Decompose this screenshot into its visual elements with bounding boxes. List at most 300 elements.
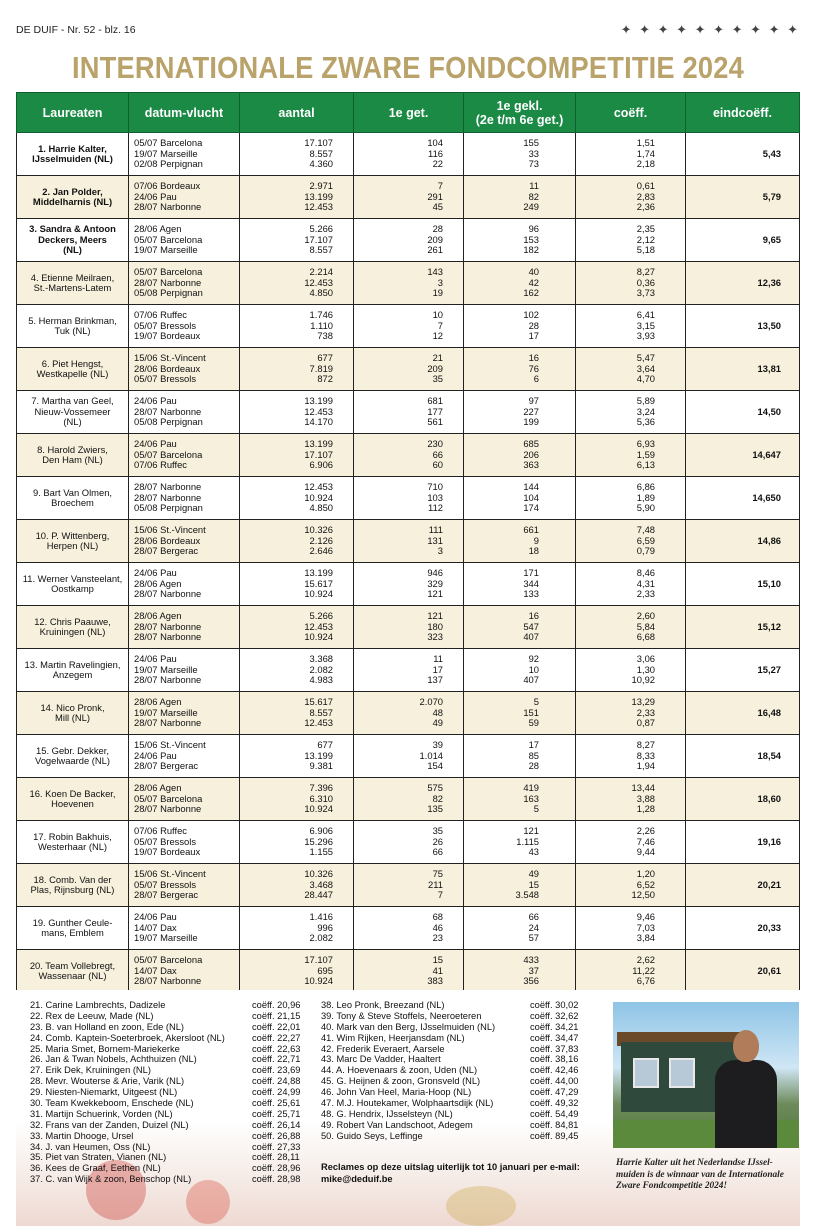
table-row xyxy=(17,176,800,219)
first-get-value: 35 xyxy=(432,825,443,837)
aantal-value: 12.453 xyxy=(304,276,333,288)
flight-date xyxy=(129,434,240,477)
flight-date-value: 28/07 Narbonne xyxy=(134,803,202,815)
coeff-value: 6,93 xyxy=(636,438,655,450)
first-get xyxy=(354,606,464,649)
first-get-value: 209 xyxy=(427,233,443,245)
col-header-eind: eindcoëff. xyxy=(686,93,800,133)
aantal-value: 12.453 xyxy=(304,201,333,213)
first-gekl-value: 73 xyxy=(528,158,539,170)
first-get-value: 39 xyxy=(432,739,443,751)
aantal-value: 9.381 xyxy=(309,760,333,772)
first-gekl-value: 82 xyxy=(528,190,539,202)
flight-date xyxy=(129,778,240,821)
flight-date-value: 28/07 Narbonne xyxy=(134,975,202,987)
coeff-value: 5,89 xyxy=(636,395,655,407)
list-item xyxy=(30,1163,310,1174)
coeff-value: 2,12 xyxy=(636,233,655,245)
first-gekl-value: 17 xyxy=(528,739,539,751)
eindcoeff: 16,48 xyxy=(686,692,800,735)
coeff xyxy=(576,649,686,692)
aantal-value: 13.199 xyxy=(304,567,333,579)
table-row xyxy=(17,262,800,305)
aantal xyxy=(240,778,354,821)
aantal-value: 10.326 xyxy=(304,868,333,880)
aantal-value: 15.617 xyxy=(304,696,333,708)
aantal xyxy=(240,606,354,649)
eindcoeff: 9,65 xyxy=(686,219,800,262)
first-gekl-value: 162 xyxy=(523,287,539,299)
first-get-value: 10 xyxy=(432,309,443,321)
list-item-name: 47. M.J. Houtekamer, Wolphaartsdijk (NL) xyxy=(321,1098,494,1109)
flight-date-value: 28/06 Agen xyxy=(134,610,182,622)
coeff-value: 9,44 xyxy=(636,846,655,858)
laureate-name xyxy=(17,176,129,219)
laureate-name-text: 6. Piet Hengst, Westkapelle (NL) xyxy=(36,357,109,379)
col-header-laureaten: Laureaten xyxy=(17,93,129,133)
first-gekl-value: 42 xyxy=(528,276,539,288)
table-row xyxy=(17,692,800,735)
first-gekl-value: 104 xyxy=(523,491,539,503)
list-item xyxy=(321,1033,601,1044)
aantal-value: 4.983 xyxy=(309,674,333,686)
coeff xyxy=(576,305,686,348)
laureate-name xyxy=(17,950,129,993)
table-row xyxy=(17,735,800,778)
first-gekl xyxy=(464,821,576,864)
first-gekl-value: 16 xyxy=(528,610,539,622)
first-gekl-value: 40 xyxy=(528,266,539,278)
flight-date xyxy=(129,821,240,864)
page-title: INTERNATIONALE ZWARE FONDCOMPETITIE 2024 xyxy=(72,50,744,85)
coeff-value: 8,27 xyxy=(636,266,655,278)
flight-date-value: 05/07 Barcelona xyxy=(134,448,203,460)
first-get-value: 329 xyxy=(427,577,443,589)
flight-date-value: 28/07 Narbonne xyxy=(134,717,202,729)
list-item-coeff: coëff. 38,16 xyxy=(530,1054,579,1065)
first-get-value: 121 xyxy=(427,610,443,622)
list-item-name: 35. Piet van Straten, Vianen (NL) xyxy=(30,1152,167,1163)
first-get-value: 112 xyxy=(428,502,443,514)
eindcoeff: 19,16 xyxy=(686,821,800,864)
aantal-value: 8.557 xyxy=(309,244,333,256)
first-get-value: 82 xyxy=(432,792,443,804)
first-gekl-value: 37 xyxy=(528,964,539,976)
aantal-value: 5.266 xyxy=(309,223,333,235)
aantal-value: 17.107 xyxy=(304,954,333,966)
aantal-value: 6.310 xyxy=(309,792,333,804)
aantal-value: 12.453 xyxy=(304,717,333,729)
first-gekl-value: 49 xyxy=(528,868,539,880)
coeff xyxy=(576,348,686,391)
first-gekl xyxy=(464,219,576,262)
list-item xyxy=(321,1109,601,1120)
flight-date-value: 19/07 Marseille xyxy=(134,663,198,675)
first-get xyxy=(354,477,464,520)
flight-date-value: 24/06 Pau xyxy=(134,190,177,202)
list-item-name: 48. G. Hendrix, IJsselsteyn (NL) xyxy=(321,1108,453,1119)
coeff-value: 8,33 xyxy=(636,749,655,761)
coeff xyxy=(576,735,686,778)
list-item-name: 49. Robert Van Landschoot, Adegem xyxy=(321,1119,473,1130)
laureate-name-text: 13. Martin Ravelingien, Anzegem xyxy=(24,658,121,680)
first-gekl-value: 10 xyxy=(528,663,539,675)
first-get xyxy=(354,434,464,477)
flight-date xyxy=(129,950,240,993)
first-get-value: 68 xyxy=(432,911,443,923)
first-gekl xyxy=(464,391,576,434)
eindcoeff: 12,36 xyxy=(686,262,800,305)
first-get-value: 23 xyxy=(432,932,443,944)
aantal xyxy=(240,305,354,348)
list-item-coeff: coëff. 54,49 xyxy=(530,1108,579,1119)
first-gekl-value: 363 xyxy=(523,459,539,471)
aantal-value: 2.082 xyxy=(309,663,333,675)
list-item-name: 22. Rex de Leeuw, Made (NL) xyxy=(30,1010,154,1021)
first-get-value: 28 xyxy=(432,223,443,235)
first-gekl-value: 174 xyxy=(523,502,539,514)
aantal-value: 6.906 xyxy=(309,459,333,471)
coeff xyxy=(576,563,686,606)
flight-date-value: 19/07 Bordeaux xyxy=(134,330,201,342)
coeff-value: 1,89 xyxy=(636,491,655,503)
aantal-value: 2.126 xyxy=(309,534,333,546)
flight-date-value: 28/07 Narbonne xyxy=(134,491,202,503)
laureate-name xyxy=(17,907,129,950)
coeff-value: 2,33 xyxy=(636,706,655,718)
first-gekl xyxy=(464,176,576,219)
coeff-value: 0,79 xyxy=(636,545,655,557)
flight-date-value: 05/08 Perpignan xyxy=(134,287,203,299)
list-item-coeff: coëff. 84,81 xyxy=(530,1119,579,1130)
coeff-value: 9,46 xyxy=(636,911,655,923)
first-gekl-value: 6 xyxy=(533,373,539,385)
list-item-name: 44. A. Hoevenaars & zoon, Uden (NL) xyxy=(321,1065,478,1076)
aantal-value: 15.617 xyxy=(304,577,333,589)
coeff-value: 7,48 xyxy=(636,524,655,536)
coeff-value: 6,86 xyxy=(636,481,655,493)
flight-date-value: 05/07 Bressols xyxy=(134,319,197,331)
coeff-value: 2,62 xyxy=(636,954,655,966)
flight-date xyxy=(129,520,240,563)
first-gekl-value: 76 xyxy=(528,362,539,374)
aantal xyxy=(240,692,354,735)
first-gekl-value: 1.115 xyxy=(516,835,539,847)
flight-date-value: 05/07 Bressols xyxy=(134,835,197,847)
first-gekl xyxy=(464,649,576,692)
first-gekl xyxy=(464,778,576,821)
list-item xyxy=(30,1065,310,1076)
coeff-value: 6,13 xyxy=(636,459,655,471)
first-gekl-value: 407 xyxy=(523,631,539,643)
eindcoeff: 5,43 xyxy=(686,133,800,176)
coeff-value: 6,52 xyxy=(636,878,655,890)
advertising-notice: Reclames op deze uitslag uiterlijk tot 10 januari per e-mail: mike@deduif.be xyxy=(321,1162,580,1184)
list-item-coeff: coëff. 47,29 xyxy=(530,1087,579,1098)
list-item xyxy=(30,1011,310,1022)
aantal xyxy=(240,176,354,219)
flight-date-value: 28/07 Narbonne xyxy=(134,481,202,493)
flight-date-value: 05/07 Barcelona xyxy=(134,137,203,149)
first-get-value: 48 xyxy=(432,706,443,718)
first-get-value: 46 xyxy=(432,921,443,933)
list-item xyxy=(30,1054,310,1065)
flight-date-value: 24/06 Pau xyxy=(134,395,177,407)
coeff-value: 8,46 xyxy=(636,567,655,579)
list-item-name: 25. Maria Smet, Bornem-Mariekerke xyxy=(30,1043,180,1054)
list-item-coeff: coëff. 22,63 xyxy=(252,1043,301,1054)
list-item-coeff: coëff. 22,27 xyxy=(252,1032,301,1043)
aantal-value: 2.082 xyxy=(309,932,333,944)
flight-date-value: 28/07 Narbonne xyxy=(134,588,202,600)
coeff xyxy=(576,176,686,219)
list-item-name: 38. Leo Pronk, Breezand (NL) xyxy=(321,1000,445,1010)
table-row xyxy=(17,649,800,692)
first-get-value: 22 xyxy=(432,158,443,170)
list-item-coeff: coëff. 32,62 xyxy=(530,1010,579,1021)
coeff xyxy=(576,950,686,993)
flight-date-value: 05/07 Barcelona xyxy=(134,266,203,278)
eindcoeff: 15,12 xyxy=(686,606,800,649)
laureate-name xyxy=(17,219,129,262)
first-gekl-value: 102 xyxy=(523,309,539,321)
flight-date-value: 24/06 Pau xyxy=(134,749,177,761)
coeff-value: 0,36 xyxy=(636,276,655,288)
aantal-value: 13.199 xyxy=(304,395,333,407)
coeff-value: 3,84 xyxy=(636,932,655,944)
first-gekl-value: 43 xyxy=(528,846,539,858)
flight-date-value: 19/07 Marseille xyxy=(134,706,198,718)
laureate-name xyxy=(17,692,129,735)
list-item-name: 33. Martin Dhooge, Ursel xyxy=(30,1130,134,1141)
aantal xyxy=(240,133,354,176)
coeff-value: 4,70 xyxy=(636,373,655,385)
flight-date-value: 28/07 Narbonne xyxy=(134,201,202,213)
aantal xyxy=(240,219,354,262)
table-row xyxy=(17,477,800,520)
list-item-name: 32. Frans van der Zanden, Duizel (NL) xyxy=(30,1119,189,1130)
first-get-value: 3 xyxy=(437,276,443,288)
coeff-value: 5,36 xyxy=(636,416,655,428)
flight-date-value: 07/06 Ruffec xyxy=(134,459,187,471)
first-get xyxy=(354,649,464,692)
flight-date-value: 07/06 Bordeaux xyxy=(134,180,201,192)
eindcoeff: 5,79 xyxy=(686,176,800,219)
first-gekl-value: 96 xyxy=(528,223,539,235)
list-item-name: 42. Frederik Everaert, Aarsele xyxy=(321,1043,445,1054)
first-get-value: 209 xyxy=(427,362,443,374)
first-gekl-value: 199 xyxy=(523,416,539,428)
aantal xyxy=(240,434,354,477)
first-get xyxy=(354,176,464,219)
first-gekl-value: 407 xyxy=(523,674,539,686)
flight-date xyxy=(129,864,240,907)
aantal-value: 8.557 xyxy=(309,147,333,159)
list-item-name: 43. Marc De Vadder, Haaltert xyxy=(321,1054,441,1065)
first-get xyxy=(354,950,464,993)
flight-date-value: 07/06 Ruffec xyxy=(134,309,187,321)
flight-date-value: 15/06 St.-Vincent xyxy=(134,868,206,880)
first-gekl-value: 155 xyxy=(523,137,539,149)
laureate-name xyxy=(17,305,129,348)
list-item-name: 50. Guido Seys, Leffinge xyxy=(321,1130,423,1141)
first-get-value: 383 xyxy=(427,975,443,987)
laureate-name xyxy=(17,434,129,477)
list-item-coeff: coëff. 20,96 xyxy=(252,1000,301,1010)
first-gekl-value: 121 xyxy=(523,825,539,837)
list-item-coeff: coëff. 28,98 xyxy=(252,1174,301,1185)
flight-date-value: 28/06 Agen xyxy=(134,696,182,708)
list-item xyxy=(30,1076,310,1087)
first-get xyxy=(354,219,464,262)
aantal-value: 1.746 xyxy=(309,309,333,321)
list-item xyxy=(321,1076,601,1087)
table-header-row xyxy=(17,93,800,133)
flight-date xyxy=(129,262,240,305)
first-get xyxy=(354,305,464,348)
laureate-name-text: 3. Sandra & Antoon Deckers, Meers (NL) xyxy=(29,223,116,256)
eindcoeff: 15,27 xyxy=(686,649,800,692)
aantal-value: 10.924 xyxy=(304,803,333,815)
list-item-name: 21. Carine Lambrechts, Dadizele xyxy=(30,1000,166,1010)
first-gekl-value: 97 xyxy=(528,395,539,407)
flight-date-value: 24/06 Pau xyxy=(134,438,177,450)
aantal-value: 2.971 xyxy=(309,180,333,192)
coeff-value: 6,41 xyxy=(636,309,655,321)
first-get-value: 66 xyxy=(432,448,443,460)
coeff-value: 0,87 xyxy=(636,717,655,729)
laureate-name xyxy=(17,563,129,606)
aantal-value: 996 xyxy=(317,921,333,933)
list-item xyxy=(30,1087,310,1098)
winner-photo xyxy=(613,1002,799,1148)
aantal-value: 12.453 xyxy=(304,405,333,417)
list-item-name: 34. J. van Heumen, Oss (NL) xyxy=(30,1141,151,1152)
eindcoeff: 20,21 xyxy=(686,864,800,907)
list-item-coeff: coëff. 25,61 xyxy=(252,1098,301,1109)
coeff-value: 1,74 xyxy=(636,147,655,159)
flight-date-value: 05/07 Bressols xyxy=(134,878,197,890)
eindcoeff: 20,61 xyxy=(686,950,800,993)
coeff-value: 5,18 xyxy=(636,244,655,256)
first-gekl-value: 11 xyxy=(529,180,539,192)
coeff-value: 13,29 xyxy=(631,696,655,708)
aantal xyxy=(240,735,354,778)
flight-date-value: 24/06 Pau xyxy=(134,653,177,665)
first-gekl xyxy=(464,262,576,305)
laureate-name-text: 1. Harrie Kalter, IJsselmuiden (NL) xyxy=(32,142,113,164)
coeff xyxy=(576,391,686,434)
coeff xyxy=(576,262,686,305)
aantal-value: 13.199 xyxy=(304,438,333,450)
first-gekl-value: 182 xyxy=(523,244,539,256)
list-item-coeff: coëff. 28,96 xyxy=(252,1163,301,1174)
list-item-coeff: coëff. 23,69 xyxy=(252,1065,301,1076)
first-gekl-value: 547 xyxy=(523,620,539,632)
list-item-coeff: coëff. 27,33 xyxy=(252,1141,301,1152)
coeff-value: 3,93 xyxy=(636,330,655,342)
col-header-coeff: coëff. xyxy=(576,93,686,133)
first-get-value: 103 xyxy=(427,491,443,503)
coeff-value: 10,92 xyxy=(631,674,655,686)
eindcoeff: 18,60 xyxy=(686,778,800,821)
eindcoeff: 13,81 xyxy=(686,348,800,391)
col-header-datum: datum-vlucht xyxy=(129,93,240,133)
first-get-value: 561 xyxy=(427,416,443,428)
first-gekl-value: 227 xyxy=(523,405,539,417)
first-get-value: 116 xyxy=(428,147,443,159)
first-get-value: 66 xyxy=(432,846,443,858)
first-get-value: 946 xyxy=(427,567,443,579)
flight-date-value: 02/08 Perpignan xyxy=(134,158,203,170)
laureate-name xyxy=(17,262,129,305)
laureate-name-text: 4. Etienne Meilraen, St.-Martens-Latem xyxy=(30,271,115,293)
flight-date xyxy=(129,219,240,262)
aantal xyxy=(240,649,354,692)
flight-date-value: 24/06 Pau xyxy=(134,567,177,579)
flight-date-value: 28/06 Agen xyxy=(134,223,182,235)
list-item-name: 24. Comb. Kaptein-Soeterbroek, Akersloot (NL) xyxy=(30,1032,225,1043)
eindcoeff: 14,647 xyxy=(686,434,800,477)
first-gekl xyxy=(464,563,576,606)
first-get xyxy=(354,133,464,176)
list-item-coeff: coëff. 28,11 xyxy=(252,1152,300,1163)
first-get xyxy=(354,520,464,563)
first-gekl xyxy=(464,950,576,993)
list-item-coeff: coëff. 22,01 xyxy=(252,1021,301,1032)
first-get xyxy=(354,692,464,735)
first-gekl-value: 9 xyxy=(533,534,539,546)
first-gekl-value: 171 xyxy=(523,567,539,579)
page-header xyxy=(16,24,800,40)
coeff-value: 7,03 xyxy=(636,921,655,933)
flight-date xyxy=(129,735,240,778)
aantal xyxy=(240,563,354,606)
laureate-name xyxy=(17,348,129,391)
table-row xyxy=(17,434,800,477)
laureate-name xyxy=(17,133,129,176)
list-item-coeff: coëff. 89,45 xyxy=(530,1130,579,1141)
coeff-value: 6,59 xyxy=(636,534,655,546)
flight-date-value: 28/06 Bordeaux xyxy=(134,362,201,374)
coeff xyxy=(576,477,686,520)
coeff xyxy=(576,692,686,735)
list-item-name: 45. G. Heijnen & zoon, Gronsveld (NL) xyxy=(321,1076,481,1087)
flight-date-value: 15/06 St.-Vincent xyxy=(134,352,206,364)
coeff xyxy=(576,606,686,649)
flight-date-value: 15/06 St.-Vincent xyxy=(134,524,206,536)
photo-window xyxy=(669,1058,695,1088)
coeff-value: 12,50 xyxy=(631,889,655,901)
first-get-value: 104 xyxy=(427,137,443,149)
flight-date xyxy=(129,477,240,520)
first-gekl-value: 356 xyxy=(523,975,539,987)
first-get xyxy=(354,821,464,864)
aantal-value: 2.214 xyxy=(309,266,333,278)
flight-date-value: 15/06 St.-Vincent xyxy=(134,739,206,751)
first-get-value: 211 xyxy=(428,878,443,890)
list-item-name: 40. Mark van den Berg, IJsselmuiden (NL) xyxy=(321,1021,496,1032)
first-get-value: 143 xyxy=(427,266,443,278)
bottom-section xyxy=(16,990,800,1226)
eindcoeff: 13,50 xyxy=(686,305,800,348)
aantal xyxy=(240,348,354,391)
table-row xyxy=(17,821,800,864)
first-gekl-value: 15 xyxy=(528,878,539,890)
aantal-value: 4.360 xyxy=(309,158,333,170)
photo-person xyxy=(709,1030,783,1148)
flight-date xyxy=(129,606,240,649)
